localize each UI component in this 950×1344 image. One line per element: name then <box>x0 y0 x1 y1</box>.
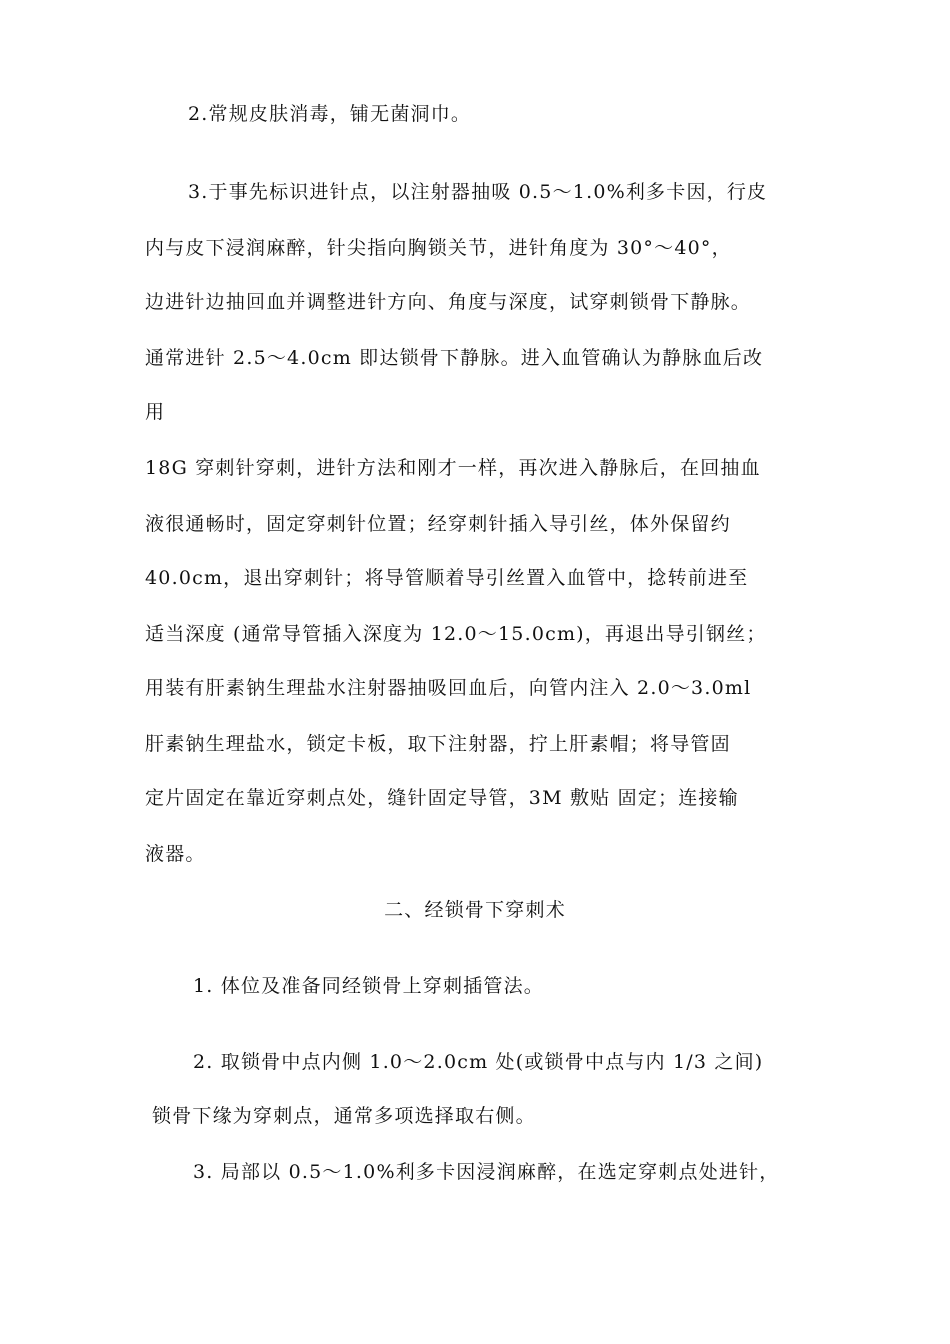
paragraph-step-3-line-9: 适当深度 (通常导管插入深度为 12.0～15.0cm)，再退出导引钢丝； <box>145 623 767 645</box>
paragraph-step-3-line-13: 液器。 <box>145 843 206 865</box>
paragraph-step-3-line-10: 用装有肝素钠生理盐水注射器抽吸回血后，向管内注入 2.0～3.0ml <box>145 677 752 699</box>
paragraph-step-2: 2.常规皮肤消毒，铺无菌洞巾。 <box>188 103 472 125</box>
section-step-1: 1. 体位及准备同经锁骨上穿刺插管法。 <box>193 975 544 997</box>
paragraph-step-3-line-3: 边进针边抽回血并调整进针方向、角度与深度，试穿刺锁骨下静脉。 <box>145 291 752 313</box>
section-step-2-line-2: 锁骨下缘为穿刺点，通常多项选择取右侧。 <box>152 1105 536 1127</box>
paragraph-step-3-line-8: 40.0cm，退出穿刺针；将导管顺着导引丝置入血管中，捻转前进至 <box>145 567 749 589</box>
section-step-2-line-1: 2. 取锁骨中点内侧 1.0～2.0cm 处(或锁骨中点与内 1/3 之间) <box>193 1051 764 1073</box>
section-step-3-line-1: 3. 局部以 0.5～1.0%利多卡因浸润麻醉，在选定穿刺点处进针， <box>193 1161 780 1183</box>
paragraph-step-3-line-2: 内与皮下浸润麻醉，针尖指向胸锁关节，进针角度为 30°～40°， <box>145 237 732 259</box>
paragraph-step-3-line-11: 肝素钠生理盐水，锁定卡板，取下注射器，拧上肝素帽；将导管固 <box>145 733 731 755</box>
paragraph-step-3-line-12: 定片固定在靠近穿刺点处，缝针固定导管，3M 敷贴 固定；连接输 <box>145 787 739 809</box>
paragraph-step-3-line-6: 18G 穿刺针穿刺，进针方法和刚才一样，再次进入静脉后，在回抽血 <box>145 457 761 479</box>
paragraph-step-3-line-7: 液很通畅时，固定穿刺针位置；经穿刺针插入导引丝，体外保留约 <box>145 513 731 535</box>
paragraph-step-3-line-4: 通常进针 2.5～4.0cm 即达锁骨下静脉。进入血管确认为静脉血后改 <box>145 347 764 369</box>
paragraph-step-3-line-5: 用 <box>145 401 166 423</box>
paragraph-step-3-line-1: 3.于事先标识进针点，以注射器抽吸 0.5～1.0%利多卡因，行皮 <box>188 181 768 203</box>
section-heading: 二、经锁骨下穿刺术 <box>384 899 566 921</box>
